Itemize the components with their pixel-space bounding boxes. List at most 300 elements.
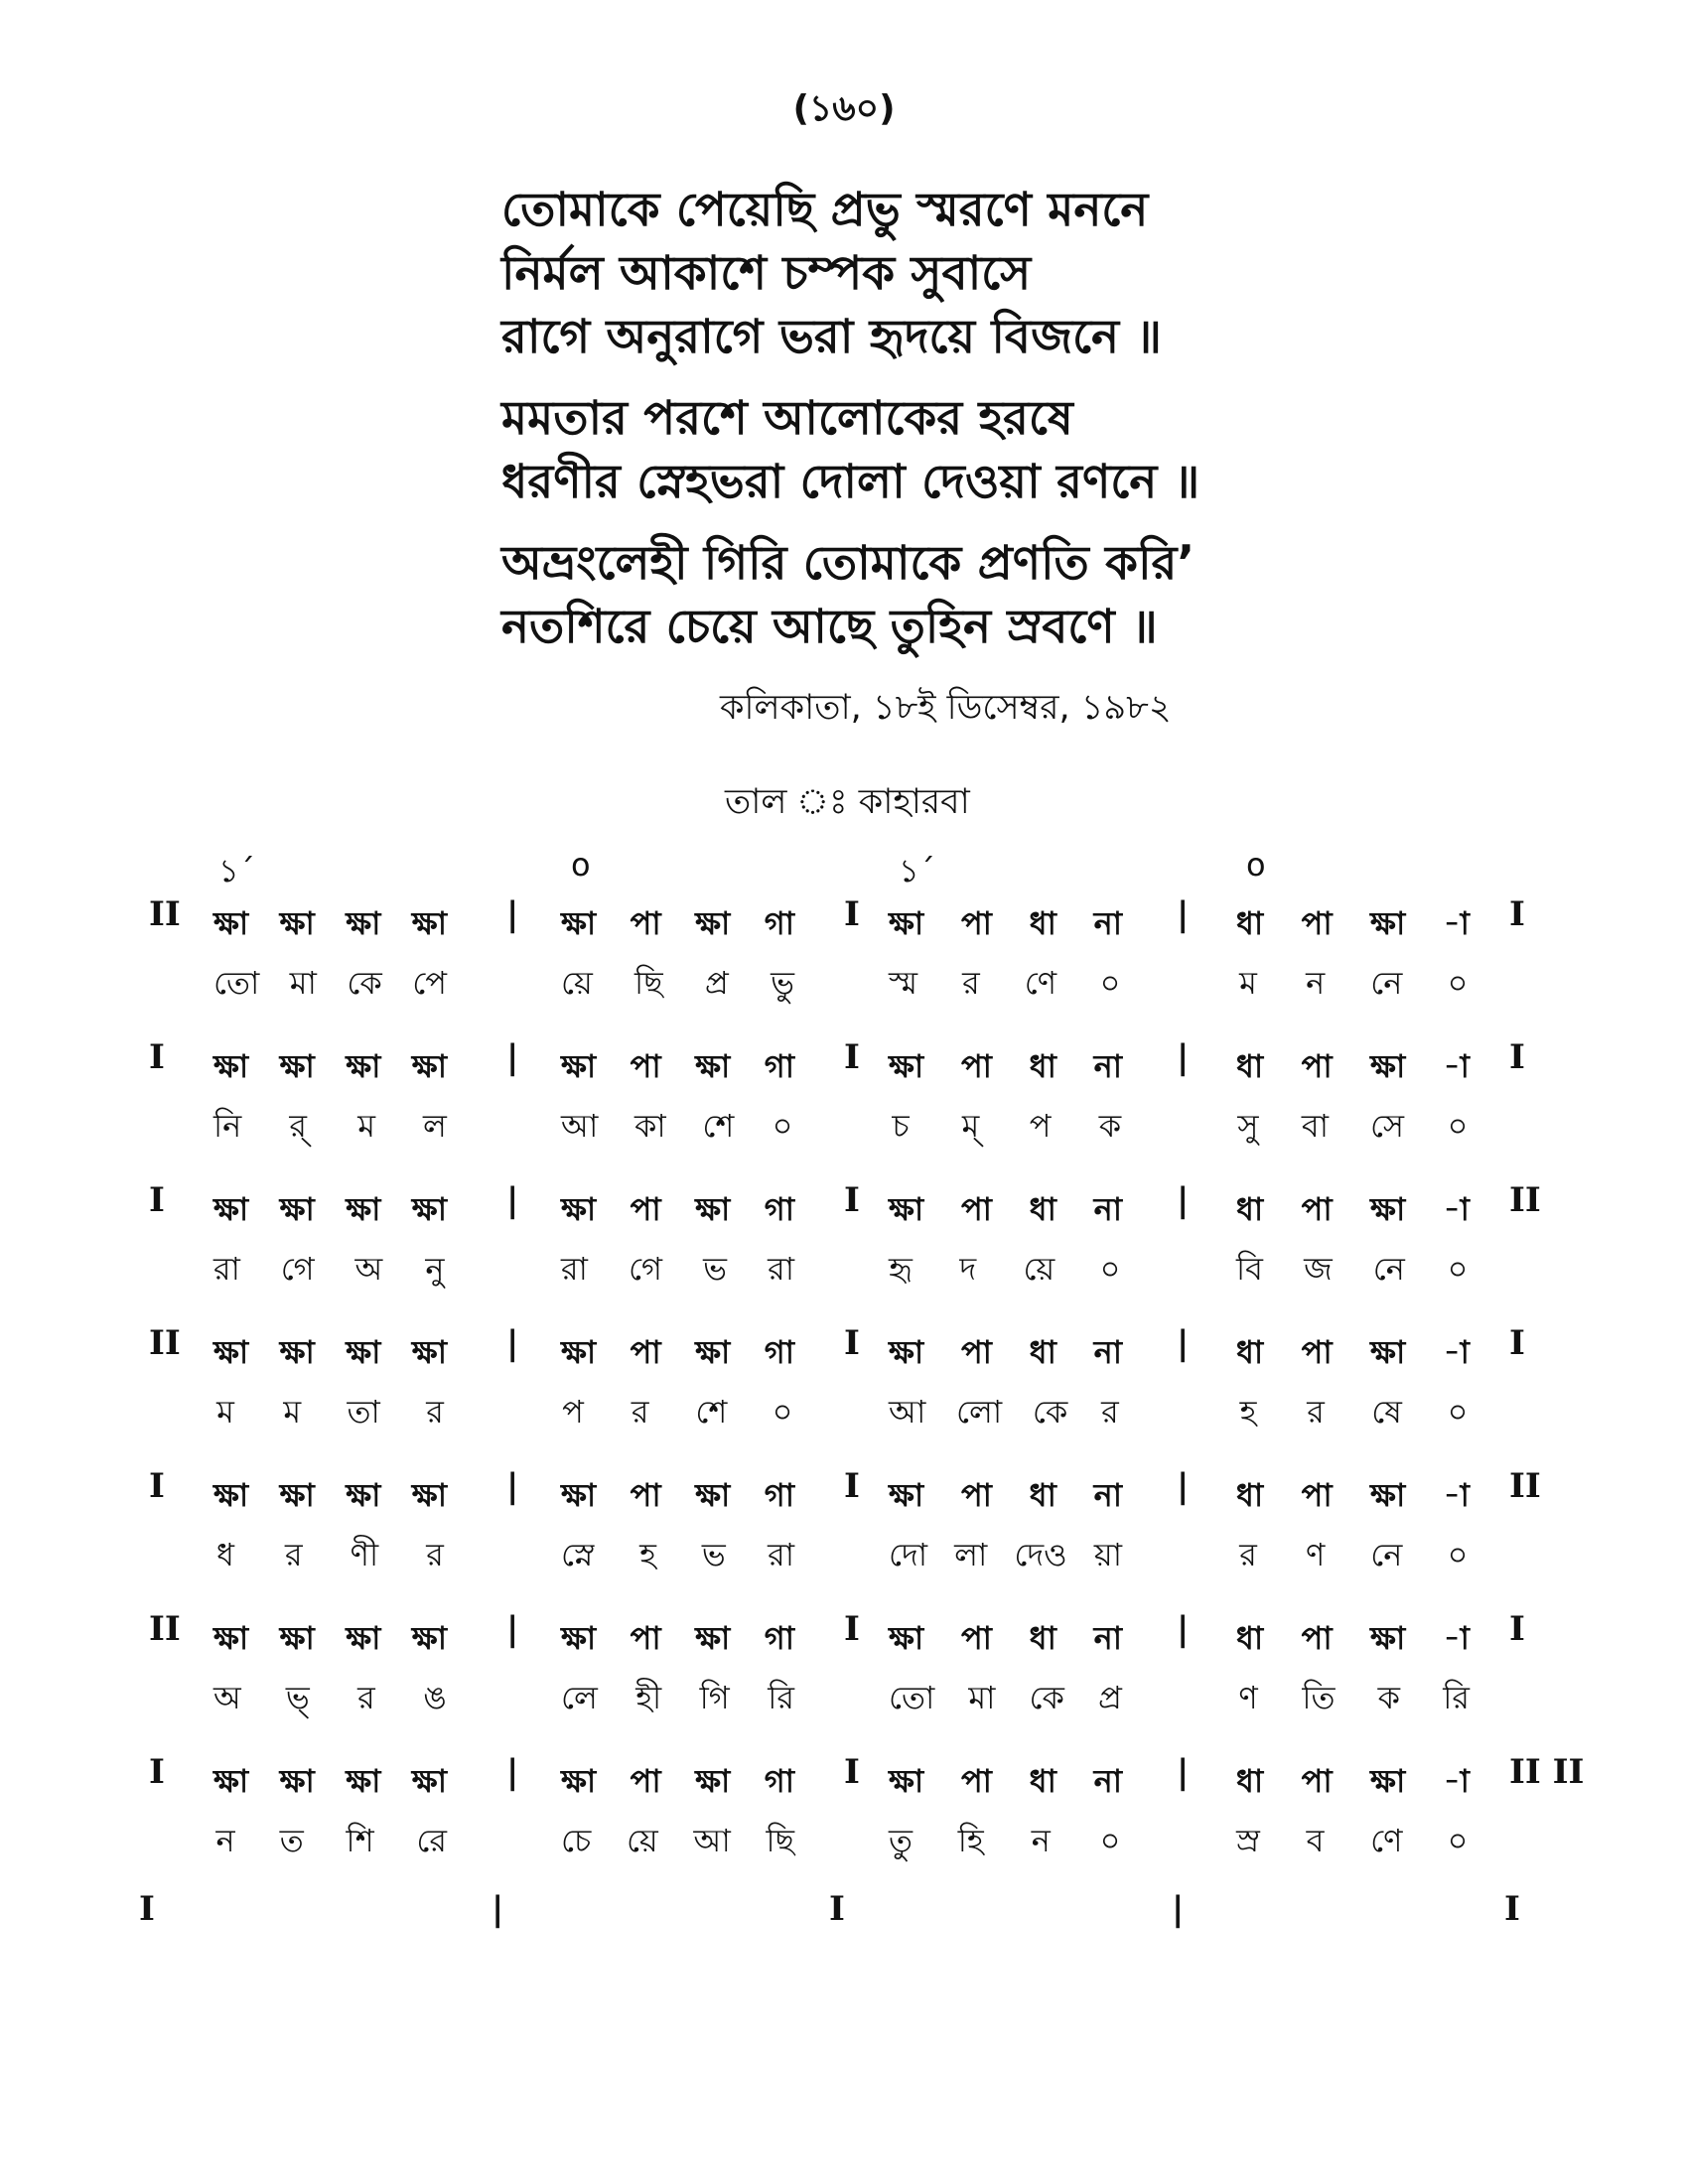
lyric-syllable: প্র [1098,1679,1122,1716]
swara-note: ক্ষা [1370,1619,1406,1657]
swara-note: -া [1443,904,1470,942]
barline: | [506,1323,519,1363]
swara-note: পা [960,1476,992,1514]
lyric-syllable: শে [695,1393,728,1431]
lyric-group [213,1816,447,1869]
swara-note: ধা [1029,1333,1056,1371]
beat-mark: o [1246,846,1266,884]
lyric-syllable: স্নে [561,1536,595,1573]
barline: I [1509,1323,1525,1363]
lyric-syllable: ০ [772,1107,793,1145]
swara-group [213,898,447,952]
swara-note: ক্ষা [695,1190,731,1228]
swara-note: ধা [1029,1619,1056,1657]
lyric-group [1236,1101,1470,1155]
swara-note: ক্ষা [279,1333,315,1371]
swara-note: ক্ষা [561,1762,597,1800]
lyric-group [1236,1387,1470,1440]
lyric-syllable: নে [1372,1250,1405,1288]
swara-group [213,1613,447,1667]
barline: | [506,1180,519,1220]
lyric-syllable: ল [423,1107,447,1145]
lyric-syllable: কে [1032,1393,1068,1431]
lyric-syllable: হ [1239,1393,1257,1431]
swara-note: -া [1443,1047,1470,1085]
barline: I [844,1609,860,1649]
lyric-syllable: কে [1029,1679,1064,1716]
barline: I [844,1466,860,1506]
swara-note: ক্ষা [411,1190,447,1228]
swara-note: ক্ষা [346,1190,381,1228]
lyric-syllable: হৃ [889,1250,913,1288]
lyric-group [213,1387,447,1440]
barline: II [1509,1180,1541,1220]
lyric-syllable: নে [1370,1536,1403,1573]
swara-note: ধা [1029,1190,1056,1228]
swara-note: ক্ষা [695,904,731,942]
swara-note: পা [630,904,661,942]
barline: | [506,1609,519,1649]
swara-note: -া [1443,1619,1470,1657]
lyric-syllable: ভ [701,1536,726,1573]
swara-note: ক্ষা [213,1333,249,1371]
lyric-syllable: চে [561,1822,592,1859]
lyric-group [1236,958,1470,1012]
beat-mark: ১´ [218,852,255,889]
swara-note: পা [630,1047,661,1085]
lyric-group [561,958,794,1012]
swara-note: পা [960,1762,992,1800]
swara-note: ক্ষা [561,1190,597,1228]
swara-note: ক্ষা [561,1619,597,1657]
lyric-group [1236,1530,1470,1583]
barline: | [1177,1037,1190,1077]
lyric-group [213,1530,447,1583]
barline: | [1177,1323,1190,1363]
swara-note: ক্ষা [695,1619,731,1657]
barline: I [1509,1609,1525,1649]
swara-note: ধা [1236,1333,1264,1371]
lyric-syllable: র [426,1536,444,1573]
tala-label: তাল ঃ কাহারবা [725,782,970,822]
swara-note: পা [960,904,992,942]
swara-group [889,1041,1122,1095]
lyric-group [213,1673,447,1726]
swara-note: ক্ষা [213,1476,249,1514]
lyric-syllable: ম [357,1107,375,1145]
swara-group [213,1470,447,1524]
poem-line: রাগে অনুরাগে ভরা হৃদয়ে বিজনে ॥ [501,310,1163,364]
final-barline: | [492,1889,504,1929]
lyric-syllable: রা [561,1250,588,1288]
poem-line: অভ্রংলেহী গিরি তোমাকে প্রণতি করি’ [501,536,1196,591]
lyric-syllable: চ [892,1107,910,1145]
barline: II II [1509,1752,1585,1792]
lyric-syllable: তি [1302,1679,1336,1716]
lyric-group [1236,1244,1470,1297]
lyric-group [1236,1816,1470,1869]
poem-line: মমতার পরশে আলোকের হরষে [501,391,1073,446]
swara-note: ক্ষা [411,1047,447,1085]
lyric-syllable: ণী [350,1536,379,1573]
lyric-syllable: র [285,1536,303,1573]
lyric-syllable: ০ [1099,964,1121,1002]
lyric-syllable: র [631,1393,649,1431]
lyric-syllable: র [357,1679,375,1716]
lyric-syllable: ভু [771,964,794,1002]
swara-group [561,1327,794,1381]
lyric-syllable: ষে [1371,1393,1402,1431]
lyric-syllable: বা [1301,1107,1330,1145]
barline: II [149,894,181,934]
barline: I [1509,894,1525,934]
swara-note: ক্ষা [213,1047,249,1085]
swara-note: পা [630,1333,661,1371]
swara-note: ধা [1029,904,1056,942]
barline: II [149,1323,181,1363]
lyric-syllable: লা [954,1536,988,1573]
swara-note: ক্ষা [889,1333,924,1371]
lyric-syllable: নি [213,1107,242,1145]
lyric-syllable: ন [1306,964,1326,1002]
swara-note: ক্ষা [695,1047,731,1085]
swara-group [561,898,794,952]
lyric-syllable: ০ [1099,1822,1121,1859]
poem-line: নির্মল আকাশে চম্পক সুবাসে [501,246,1032,301]
swara-note: না [1093,904,1122,942]
barline: I [844,894,860,934]
lyric-syllable: র [1239,1536,1257,1573]
swara-group [889,1184,1122,1238]
lyric-syllable: ছি [634,964,663,1002]
lyric-syllable: ণ [1238,1679,1258,1716]
lyric-syllable: ০ [1447,1822,1469,1859]
swara-note: ধা [1236,1762,1264,1800]
lyric-syllable: পে [412,964,447,1002]
swara-note: ক্ষা [346,1762,381,1800]
lyric-syllable: ০ [772,1393,793,1431]
swara-group [889,1613,1122,1667]
swara-note: ধা [1029,1762,1056,1800]
lyric-group [561,1387,794,1440]
lyric-syllable: আ [561,1107,599,1145]
barline: | [1177,1180,1190,1220]
swara-group [1236,1184,1470,1238]
lyric-syllable: অ [354,1250,383,1288]
swara-note: না [1093,1619,1122,1657]
swara-note: না [1093,1190,1122,1228]
lyric-syllable: রা [768,1536,794,1573]
lyric-syllable: স্র [1236,1822,1260,1859]
lyric-syllable: ০ [1447,964,1469,1002]
swara-note: ক্ষা [889,904,924,942]
lyric-syllable: সে [1369,1107,1405,1145]
lyric-group [889,1244,1122,1297]
swara-note: পা [630,1619,661,1657]
lyric-group [561,1101,794,1155]
lyric-syllable: ত [279,1822,304,1859]
lyric-syllable: ন [1031,1822,1051,1859]
swara-note: পা [1301,1333,1333,1371]
swara-note: ক্ষা [411,904,447,942]
swara-note: ক্ষা [213,904,249,942]
swara-group [1236,1756,1470,1810]
lyric-syllable: নে [1370,964,1403,1002]
swara-note: ক্ষা [1370,1190,1406,1228]
lyric-syllable: ন [215,1822,235,1859]
swara-note: ক্ষা [279,904,315,942]
swara-note: পা [1301,1047,1333,1085]
lyric-syllable: ০ [1099,1250,1121,1288]
swara-note: ক্ষা [346,1047,381,1085]
swara-note: ক্ষা [411,1619,447,1657]
swara-note: -া [1443,1476,1470,1514]
place-date: কলিকাতা, ১৮ই ডিসেম্বর, ১৯৮২ [720,688,1172,728]
barline: | [1177,1609,1190,1649]
lyric-syllable: য়ে [626,1822,658,1859]
final-barline: | [1172,1889,1185,1929]
swara-note: ধা [1236,904,1264,942]
swara-group [561,1756,794,1810]
beat-mark: o [571,846,591,884]
swara-note: গা [764,904,794,942]
lyric-syllable: ০ [1447,1536,1469,1573]
lyric-syllable: র [426,1393,444,1431]
swara-note: পা [1301,1762,1333,1800]
barline: I [149,1180,165,1220]
lyric-syllable: মা [289,964,317,1002]
swara-note: ক্ষা [279,1762,315,1800]
lyric-syllable: রে [416,1822,447,1859]
swara-note: ক্ষা [1370,1047,1406,1085]
swara-note: পা [630,1476,661,1514]
swara-note: ক্ষা [1370,1476,1406,1514]
lyric-syllable: দেও [1014,1536,1067,1573]
lyric-syllable: লো [956,1393,1003,1431]
lyric-syllable: তো [889,1679,935,1716]
lyric-group [889,1673,1122,1726]
lyric-syllable: রা [213,1250,240,1288]
swara-note: ক্ষা [279,1619,315,1657]
lyric-syllable: তা [347,1393,380,1431]
lyric-group [213,958,447,1012]
final-barline: I [1504,1889,1520,1929]
lyric-syllable: দো [889,1536,928,1573]
lyric-syllable: লে [561,1679,598,1716]
lyric-syllable: ম্ [961,1107,980,1145]
swara-note: ক্ষা [411,1333,447,1371]
swara-note: ক্ষা [889,1190,924,1228]
lyric-syllable: য়া [1093,1536,1122,1573]
swara-note: -া [1443,1333,1470,1371]
swara-note: গা [764,1333,794,1371]
lyric-syllable: তু [889,1822,914,1859]
lyric-syllable: শি [346,1822,374,1859]
swara-note: ক্ষা [213,1762,249,1800]
swara-note: না [1093,1333,1122,1371]
swara-note: -া [1443,1762,1470,1800]
swara-note: পা [1301,1190,1333,1228]
barline: II [1509,1466,1541,1506]
swara-note: ক্ষা [1370,1762,1406,1800]
lyric-syllable: সু [1237,1107,1259,1145]
swara-note: ক্ষা [279,1476,315,1514]
lyric-syllable: গে [280,1250,315,1288]
swara-note: গা [764,1047,794,1085]
lyric-syllable: অ [213,1679,241,1716]
barline: I [844,1037,860,1077]
swara-note: না [1093,1476,1122,1514]
poem-line: তোমাকে পেয়েছি প্রভু স্মরণে মননে [501,183,1149,237]
swara-note: পা [630,1190,661,1228]
swara-note: -া [1443,1190,1470,1228]
lyric-group [889,1816,1122,1869]
lyric-syllable: ব [1306,1822,1325,1859]
lyric-syllable: ণে [1370,1822,1403,1859]
swara-note: ক্ষা [889,1619,924,1657]
swara-note: ক্ষা [346,1619,381,1657]
lyric-group [889,958,1122,1012]
swara-note: ক্ষা [279,1047,315,1085]
barline: I [1509,1037,1525,1077]
lyric-syllable: ধ [216,1536,234,1573]
lyric-syllable: ম [283,1393,302,1431]
swara-note: পা [1301,1476,1333,1514]
lyric-syllable: ম [216,1393,234,1431]
lyric-syllable: রা [768,1250,794,1288]
swara-group [889,898,1122,952]
lyric-syllable: কা [634,1107,666,1145]
lyric-syllable: হি [957,1822,984,1859]
swara-note: ক্ষা [561,904,597,942]
lyric-syllable: য়ে [561,964,593,1002]
swara-note: ক্ষা [1370,904,1406,942]
lyric-group [213,1101,447,1155]
swara-note: ক্ষা [695,1476,731,1514]
barline: I [149,1037,165,1077]
swara-note: গা [764,1762,794,1800]
barline: | [506,1466,519,1506]
swara-group [561,1184,794,1238]
final-barline: I [829,1889,845,1929]
lyric-group [1236,1673,1470,1726]
lyric-syllable: র [962,964,980,1002]
swara-note: পা [1301,1619,1333,1657]
swara-note: ক্ষা [411,1762,447,1800]
barline: | [506,1037,519,1077]
swara-group [213,1041,447,1095]
lyric-group [561,1816,794,1869]
lyric-syllable: আ [693,1822,731,1859]
lyric-group [889,1387,1122,1440]
swara-group [1236,898,1470,952]
lyric-syllable: আ [889,1393,926,1431]
swara-note: ক্ষা [695,1333,731,1371]
swara-note: ক্ষা [889,1476,924,1514]
lyric-syllable: জ [1304,1250,1333,1288]
lyric-syllable: ০ [1447,1250,1469,1288]
swara-group [1236,1041,1470,1095]
lyric-syllable: র্ [289,1107,307,1145]
swara-group [1236,1327,1470,1381]
swara-group [889,1756,1122,1810]
swara-note: ধা [1029,1476,1056,1514]
swara-group [1236,1613,1470,1667]
lyric-syllable: র [1307,1393,1325,1431]
swara-group [213,1327,447,1381]
lyric-syllable: বি [1236,1250,1263,1288]
lyric-syllable: তো [213,964,260,1002]
lyric-group [561,1244,794,1297]
barline: II [149,1609,181,1649]
lyric-syllable: কে [347,964,382,1002]
lyric-syllable: প [1029,1107,1052,1145]
swara-note: ধা [1029,1047,1056,1085]
swara-note: ক্ষা [1370,1333,1406,1371]
final-barline: I [139,1889,155,1929]
barline: | [1177,1466,1190,1506]
swara-note: গা [764,1476,794,1514]
swara-note: পা [960,1047,992,1085]
lyric-group [889,1101,1122,1155]
lyric-syllable: হী [635,1679,662,1716]
lyric-group [213,1244,447,1297]
lyric-syllable: হ [639,1536,656,1573]
swara-note: ক্ষা [411,1476,447,1514]
lyric-syllable: ভ [703,1250,727,1288]
lyric-syllable: মা [968,1679,996,1716]
barline: I [844,1180,860,1220]
lyric-syllable: র [1101,1393,1119,1431]
lyric-group [561,1530,794,1583]
swara-group [561,1041,794,1095]
lyric-syllable: রি [1443,1679,1470,1716]
lyric-syllable: ০ [1447,1107,1469,1145]
swara-group [213,1184,447,1238]
barline: | [506,1752,519,1792]
lyric-syllable: ঙ [423,1679,447,1716]
swara-group [889,1327,1122,1381]
lyric-syllable: ণে [1024,964,1057,1002]
swara-note: ক্ষা [561,1476,597,1514]
swara-note: ক্ষা [346,1476,381,1514]
swara-note: পা [960,1190,992,1228]
swara-group [561,1470,794,1524]
lyric-group [561,1673,794,1726]
lyric-syllable: ছি [766,1822,794,1859]
swara-note: ক্ষা [213,1190,249,1228]
swara-note: গা [764,1619,794,1657]
lyric-syllable: ক [1098,1107,1122,1145]
swara-note: ধা [1236,1476,1264,1514]
swara-note: ধা [1236,1619,1264,1657]
swara-note: পা [960,1619,992,1657]
lyric-syllable: ০ [1447,1393,1469,1431]
swara-note: ক্ষা [889,1762,924,1800]
poem-line: ধরণীর স্নেহভরা দোলা দেওয়া রণনে ॥ [501,455,1200,509]
swara-note: ক্ষা [213,1619,249,1657]
swara-note: পা [960,1333,992,1371]
barline: | [1177,894,1190,934]
lyric-syllable: গি [699,1679,730,1716]
swara-note: ক্ষা [561,1333,597,1371]
beat-mark: ১´ [899,852,935,889]
lyric-syllable: স্ম [889,964,918,1002]
swara-note: ক্ষা [346,1333,381,1371]
swara-group [561,1613,794,1667]
barline: I [149,1466,165,1506]
swara-note: ক্ষা [346,904,381,942]
